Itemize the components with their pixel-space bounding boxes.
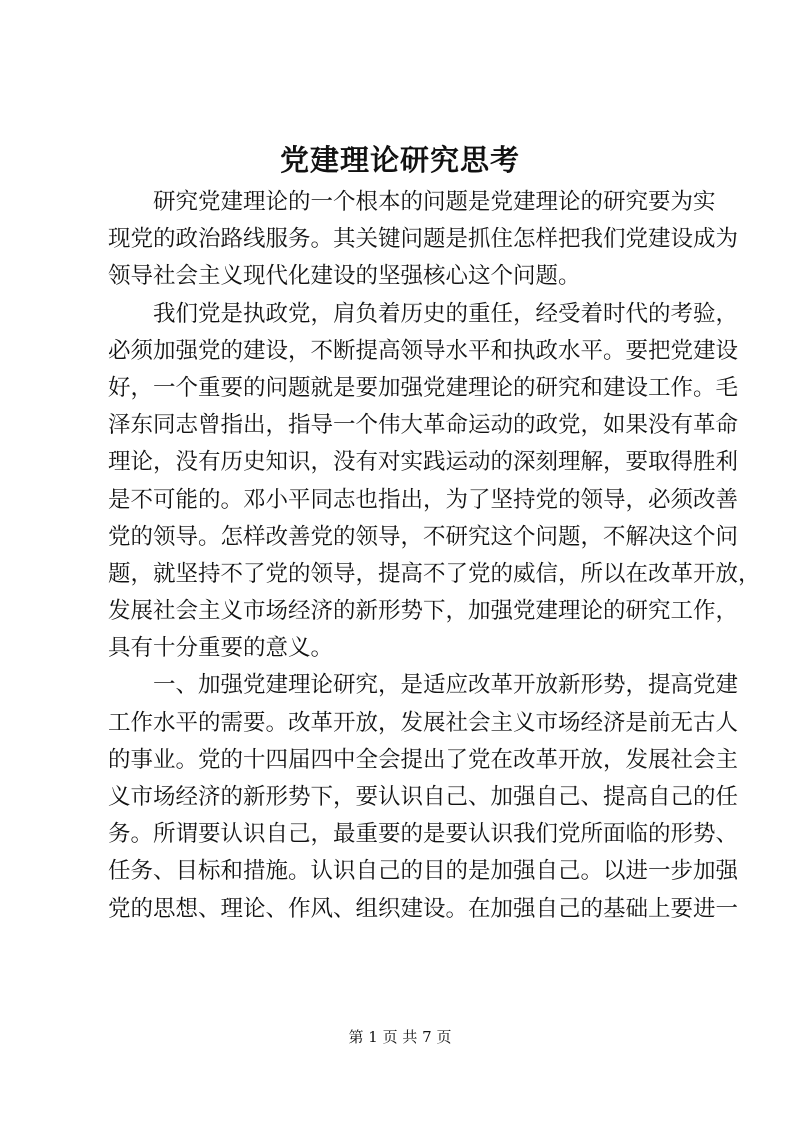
text-line: 务。所谓要认识自己，最重要的是要认识我们党所面临的形势、 bbox=[108, 821, 739, 848]
text-line: 党的领导。怎样改善党的领导，不研究这个问题，不解决这个问 bbox=[108, 523, 739, 550]
text-line: 现党的政治路线服务。其关键问题是抓住怎样把我们党建设成为 bbox=[108, 226, 739, 253]
document-title: 党建理论研究思考 bbox=[279, 143, 520, 177]
text-line: 理论，没有历史知识，没有对实践运动的深刻理解，要取得胜利 bbox=[108, 449, 739, 476]
text-line: 必须加强党的建设，不断提高领导水平和执政水平。要把党建设 bbox=[108, 337, 739, 364]
paragraph bbox=[108, 184, 739, 296]
text-line: 任务、目标和措施。认识自己的目的是加强自己。以进一步加强 bbox=[108, 858, 739, 885]
document-body bbox=[108, 184, 761, 928]
text-line: 泽东同志曾指出，指导一个伟大革命运动的政党，如果没有革命 bbox=[108, 412, 739, 439]
text-line: 好，一个重要的问题就是要加强党建理论的研究和建设工作。毛 bbox=[108, 374, 739, 401]
text-line: 一、加强党建理论研究，是适应改革开放新形势，提高党建 bbox=[153, 672, 739, 699]
page-number: 第 1 页 共 7 页 bbox=[348, 1028, 452, 1046]
text-line: 工作水平的需要。改革开放，发展社会主义市场经济是前无古人 bbox=[108, 709, 739, 736]
text-line: 领导社会主义现代化建设的坚强核心这个问题。 bbox=[108, 263, 581, 290]
text-line: 具有十分重要的意义。 bbox=[108, 635, 334, 662]
text-line: 研究党建理论的一个根本的问题是党建理论的研究要为实 bbox=[153, 189, 716, 215]
text-line: 是不可能的。邓小平同志也指出，为了坚持党的领导，必须改善 bbox=[108, 486, 739, 513]
paragraph bbox=[108, 296, 761, 668]
paragraph bbox=[108, 667, 739, 927]
text-line: 的事业。党的十四届四中全会提出了党在改革开放，发展社会主 bbox=[108, 746, 739, 773]
text-line: 义市场经济的新形势下，要认识自己、加强自己、提高自己的任 bbox=[108, 784, 739, 810]
text-line: 我们党是执政党，肩负着历史的重任，经受着时代的考验， bbox=[153, 300, 739, 327]
text-line: 题，就坚持不了党的领导，提高不了党的威信，所以在改革开放， bbox=[108, 560, 761, 587]
text-line: 党的思想、理论、作风、组织建设。在加强自己的基础上要进一 bbox=[108, 895, 739, 922]
text-line: 发展社会主义市场经济的新形势下，加强党建理论的研究工作， bbox=[108, 598, 739, 625]
